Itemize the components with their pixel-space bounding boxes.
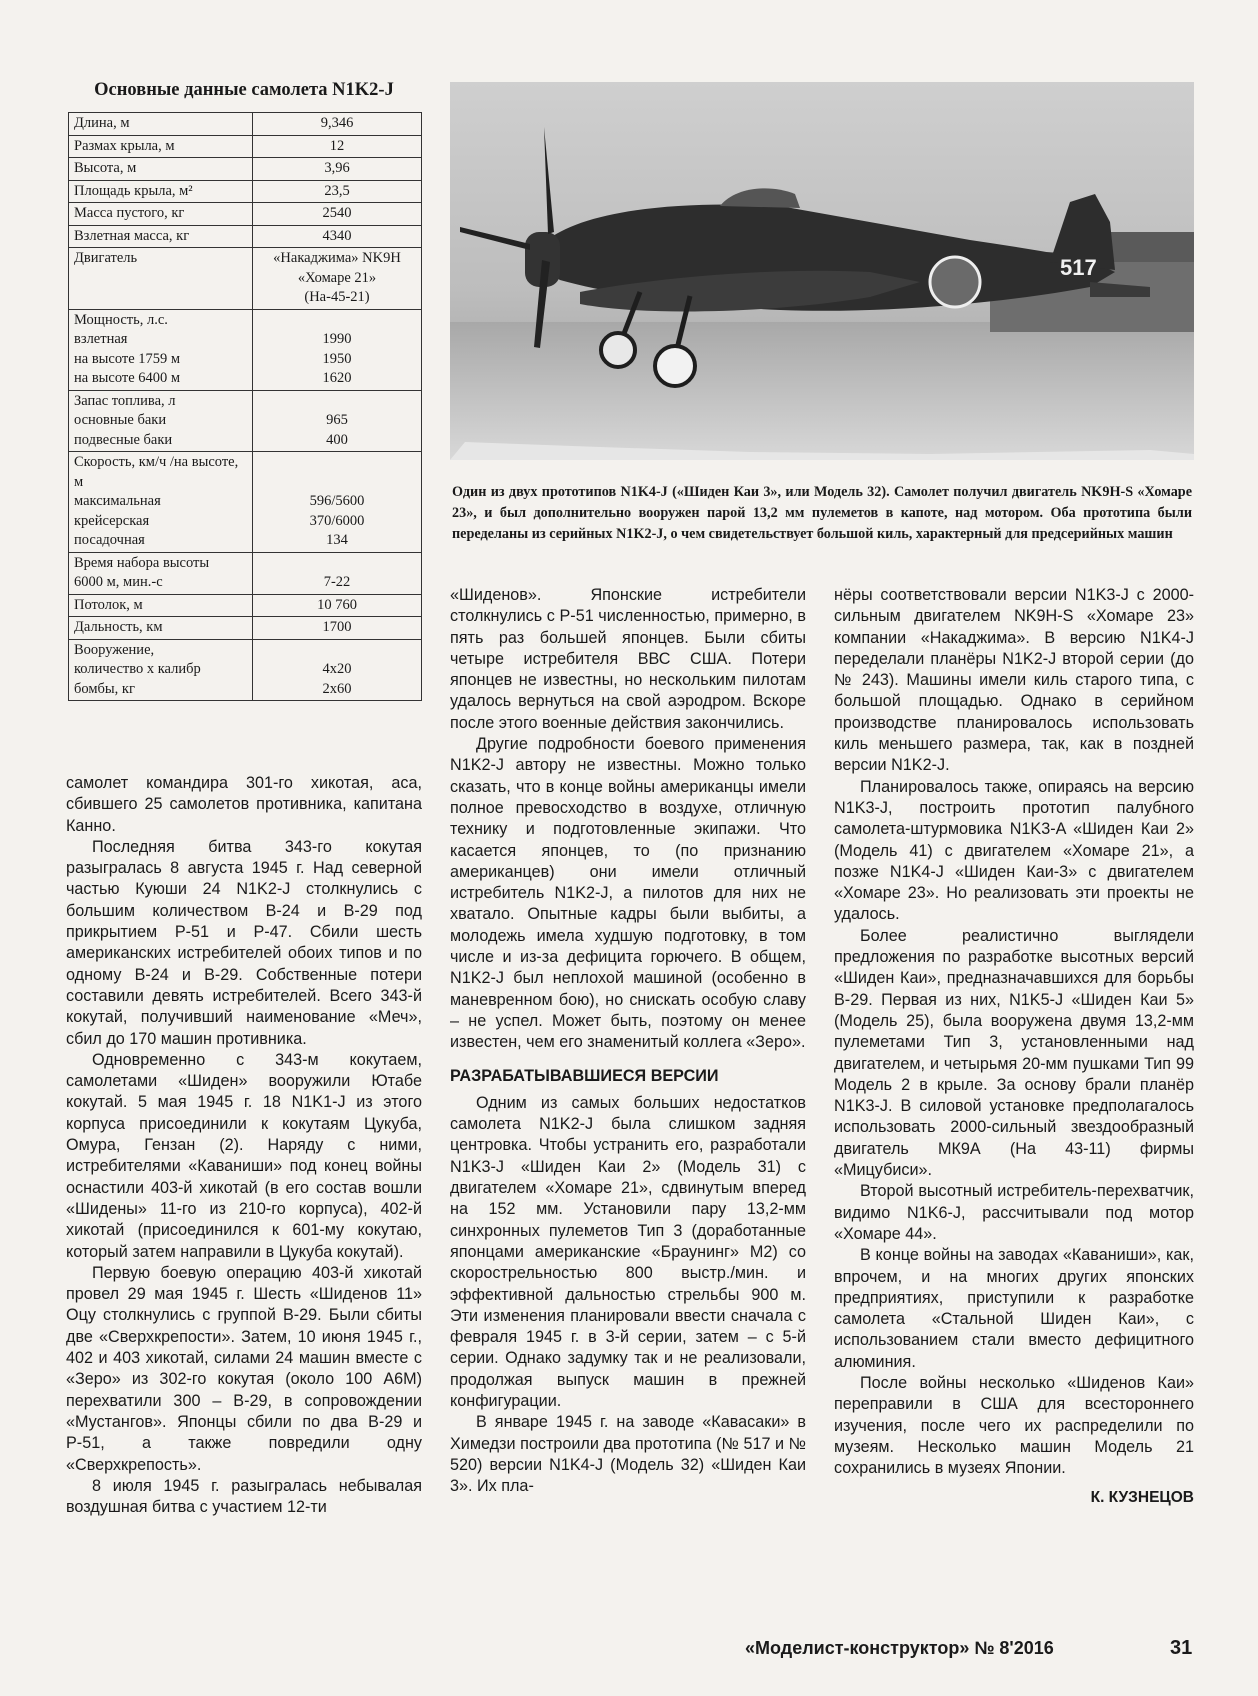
spec-row xyxy=(69,158,422,181)
spec-row xyxy=(69,135,422,158)
paragraph: Одновременно с 343-м кокутаем, самолетами «Шиден» вооружили Ютабе кокутай. 5 мая 1945 г. 18 N1K1-J из этого корпуса присоединили к кокутаям Цукуба, Омура, Гензан (2). Наряду с ними, истребителями «Каваниши» под конец войны оснастили 403-й хикотай (в его состав вошли «Шидены» 11-го из 210-го корпуса), 402-й хикотай (присоединился к 601-му кокутаю, который затем направили в Цукуба кокутай). xyxy=(66,1050,422,1261)
spec-label: Скорость, км/ч /на высоте, м максимальная крейсерская посадочная xyxy=(69,452,253,553)
paragraph: самолет командира 301-го хикотая, аса, сбившего 25 самолетов противника, капитана Канно. xyxy=(66,774,422,835)
spec-row xyxy=(69,617,422,640)
spec-row xyxy=(69,390,422,452)
paragraph: Планировалось также, опираясь на версию N1K3-J, построить прототип палубного самолета-штурмовика N1K3-A «Шиден Каи 2» (Модель 41) с двигателем «Хомаре 21», а позже N1K4-J «Шиден Каи-3» с двигателем «Хомаре 23». Но реализовать эти проекты не удалось. xyxy=(834,777,1194,924)
author-signature: К. КУЗНЕЦОВ xyxy=(1090,1489,1194,1507)
spec-row xyxy=(69,309,422,390)
spec-label: Потолок, м xyxy=(69,594,253,617)
photo-ground xyxy=(450,322,1194,460)
paragraph: Первую боевую операцию 403-й хикотай провел 29 мая 1945 г. Шесть «Шиденов 11» Оцу столкнулись с группой В-29. Были сбиты две «Сверхкрепости». Затем, 10 июня 1945 г., 402 и 403 хикотай, силами 24 машин вместе с «Зеро» из 302-го кокутая (около 100 А6М) перехватили 300 – В-29, в сопровождении «Мустангов». Японцы сбили по два В-29 и Р-51, а также повредили одну «Сверхкрепость». xyxy=(66,1263,422,1474)
spec-label: Высота, м xyxy=(69,158,253,181)
spec-label: Мощность, л.с. взлетная на высоте 1759 м на высоте 6400 м xyxy=(69,309,253,390)
spec-row xyxy=(69,180,422,203)
spec-value: 12 xyxy=(253,135,422,158)
column-3 xyxy=(834,585,1194,1509)
magazine-footer: «Моделист-конструктор» № 8'2016 xyxy=(745,1638,1054,1658)
spec-label: Двигатель xyxy=(69,248,253,310)
paragraph: «Шиденов». Японские истребители столкнулись с Р-51 численностью, примерно, в пять раз большей японцев. Были сбиты четыре истребителя ВВС США. Потери японцев не известны, но нескольким пилотам удалось вернуться на свой аэродром. Вскоре после этого военные действия закончились. xyxy=(450,586,806,732)
spec-row xyxy=(69,452,422,553)
spec-row xyxy=(69,203,422,226)
spec-value: 965 400 xyxy=(253,390,422,452)
spec-row xyxy=(69,552,422,594)
paragraph: В январе 1945 г. на заводе «Кавасаки» в Химедзи построили два прототипа (№ 517 и № 520) версии N1K4-J (Модель 32) «Шиден Каи 3». Их пла- xyxy=(450,1413,806,1496)
paragraph: После войны несколько «Шиденов Каи» переправили в США для всестороннего изучения, после чего их распределили по музеям. Несколько машин Модель 21 сохранились в музеях Японии. xyxy=(834,1373,1194,1478)
table-title: Основные данные самолета N1K2-J xyxy=(94,80,394,100)
spec-row xyxy=(69,225,422,248)
spec-value: 2540 xyxy=(253,203,422,226)
spec-value: 9,346 xyxy=(253,113,422,136)
spec-row xyxy=(69,594,422,617)
column-1 xyxy=(66,773,422,1518)
aircraft-photo xyxy=(450,82,1194,460)
paragraph: 8 июля 1945 г. разыгралась небывалая воздушная битва с участием 12-ти xyxy=(66,1476,422,1517)
paragraph: нёры соответствовали версии N1K3-J с 2000-сильным двигателем NK9H-S «Хомаре 23» компании «Накаджима». В версию N1K4-J переделали планёры N1K2-J второй серии (до № 243). Машины имели киль старого типа, с большой площадью. Однако в серийном производстве планировалось использовать киль меньшего размера, так, как в поздней версии N1K2-J. xyxy=(834,586,1194,775)
spec-value: 7-22 xyxy=(253,552,422,594)
spec-label: Запас топлива, л основные баки подвесные баки xyxy=(69,390,253,452)
spec-value: 10 760 xyxy=(253,594,422,617)
spec-value: 3,96 xyxy=(253,158,422,181)
photo-caption: Один из двух прототипов N1K4-J («Шиден Каи 3», или Модель 32). Самолет получил двигатель NK9H-S «Хомаре 23», и был дополнительно вооружен парой 13,2 мм пулеметов в капоте, над мотором. Оба прототипа были переделаны из серийных N1K2-J, о чем свидетельствует большой киль, характерный для предсерийных машин xyxy=(452,484,1192,542)
spec-label: Площадь крыла, м² xyxy=(69,180,253,203)
spec-label: Вооружение, количество х калибр бомбы, кг xyxy=(69,639,253,701)
paragraph: Другие подробности боевого применения N1K2-J автору не известны. Можно только сказать, что в конце войны американцы имели полное превосходство в воздухе, отличную технику и подготовленные экипажи. Что касается японцев, то (по признанию американцев) они имели отличный истребитель N1K2-J, а пилотов для них не хватало. Опытные кадры были выбиты, а молодежь имела худшую подготовку, в том числе и из-за дефицита горючего. В общем, N1K2-J был неплохой машиной (особенно в маневренном бою), но снискать особую славу – не успел. Может быть, поэтому он менее известен, чем его знаменитый коллега «Зеро». xyxy=(450,735,806,1052)
wheel xyxy=(601,333,635,367)
spec-label: Время набора высоты 6000 м, мин.-с xyxy=(69,552,253,594)
spec-value: «Накаджима» NK9H «Хомаре 21» (На-45-21) xyxy=(253,248,422,310)
spec-label: Дальность, км xyxy=(69,617,253,640)
column-2 xyxy=(450,585,806,1497)
spec-label: Взлетная масса, кг xyxy=(69,225,253,248)
paragraph: В конце войны на заводах «Каваниши», как, впрочем, и на многих других японских предприятиях, приступили к разработке самолета «Стальной Шиден Каи», с использованием стали вместо дефицитного алюминия. xyxy=(834,1246,1194,1371)
spec-label: Масса пустого, кг xyxy=(69,203,253,226)
spec-row xyxy=(69,113,422,136)
spec-value: 596/5600 370/6000 134 xyxy=(253,452,422,553)
tail-number: 517 xyxy=(1060,255,1097,280)
spec-value: 1700 xyxy=(253,617,422,640)
paragraph: Одним из самых больших недостатков самолета N1K2-J была слишком задняя центровка. Чтобы устранить его, разработали N1K3-J «Шиден Каи 2» (Модель 31) с двигателем «Хомаре 21», сдвинутым вперед на 152 мм. Установили пару 13,2-мм синхронных пулеметов Тип 3 (доработанные японцами американские «Браунинг» М2) со скорострельностью 800 выстр./мин. и эффективной дальностью стрельбы 900 м. Эти изменения планировали ввести сначала с февраля 1945 г. в 3-й серии, затем – с 5-й серии. Однако задумку так и не реализовали, продолжая выпуск машин в прежней конфигурации. xyxy=(450,1093,806,1410)
spec-label: Размах крыла, м xyxy=(69,135,253,158)
spec-value: 4340 xyxy=(253,225,422,248)
specs-table xyxy=(68,112,422,701)
page-number: 31 xyxy=(1170,1637,1193,1659)
paragraph: Второй высотный истребитель-перехватчик, видимо N1K6-J, рассчитывали под мотор «Хомаре 44». xyxy=(834,1182,1194,1243)
paragraph: Более реалистично выглядели предложения по разработке высотных версий «Шиден Каи», предназначавшихся для борьбы В-29. Первая из них, N1K5-J «Шиден Каи 5» (Модель 25), была вооружена двумя 13,2-мм пулеметами Тип 3, установленными над двигателем, и четырьмя 20-мм пушками Тип 99 Модель 2 в крыле. За основу брали планёр N1K3-J. В силовой установке предполагалось использовать 2000-сильный звездообразный двигатель МК9А (На 43-11) фирмы «Мицубиси». xyxy=(834,926,1194,1180)
spec-value: 4x20 2x60 xyxy=(253,639,422,701)
hinomaru-roundel xyxy=(930,257,980,307)
spec-label: Длина, м xyxy=(69,113,253,136)
paragraph: Последняя битва 343-го кокутая разыгралась 8 августа 1945 г. Над северной частью Куюши 24 N1K2-J столкнулись с большим количеством В-24 и В-29 под прикрытием Р-51 и Р-47. Сбили шесть американских истребителей обоих типов и по одному В-24 и В-29. Собственные потери составили девять истребителей. Всего 343-й кокутай, получивший наименование «Меч», сбил до 170 машин противника. xyxy=(66,837,422,1048)
spec-row xyxy=(69,639,422,701)
spec-value: 23,5 xyxy=(253,180,422,203)
spec-value: 1990 1950 1620 xyxy=(253,309,422,390)
section-heading: РАЗРАБАТЫВАВШИЕСЯ ВЕРСИИ xyxy=(450,1066,719,1085)
spec-row xyxy=(69,248,422,310)
